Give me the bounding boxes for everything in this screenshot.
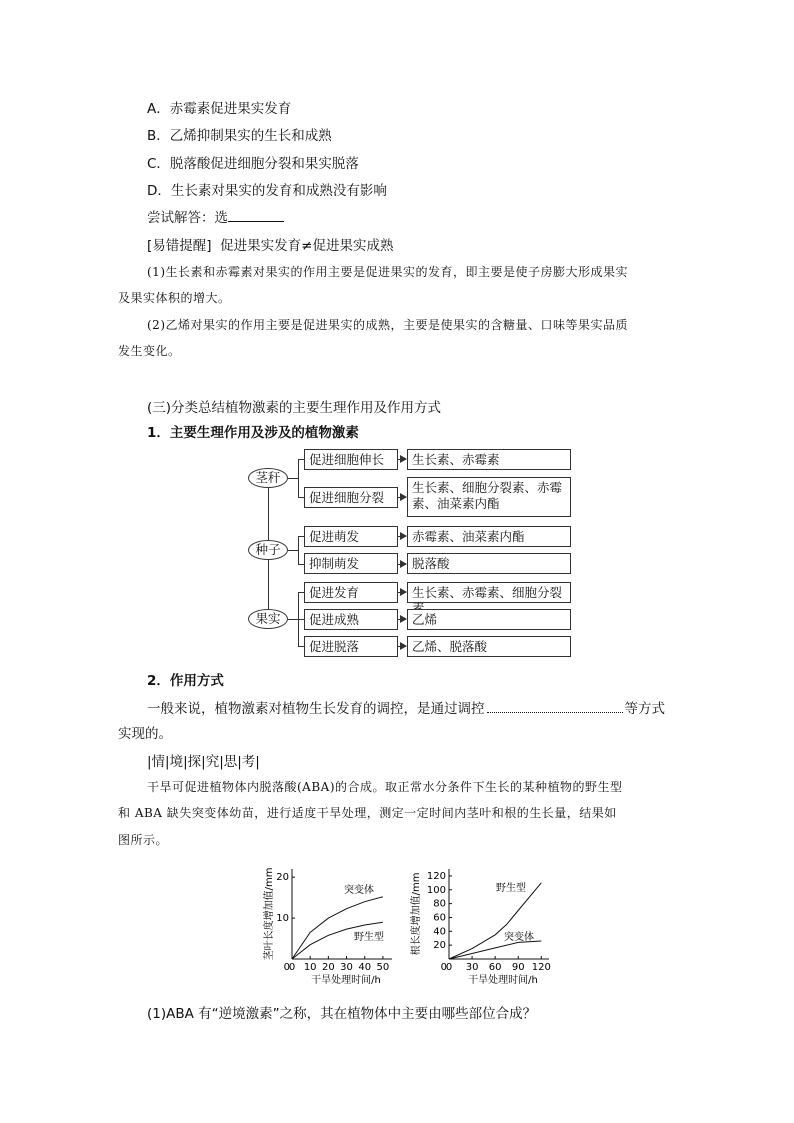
subsection-1-title: 1．主要生理作用及涉及的植物激素 [147,425,359,441]
y-axis-label: 茎叶长度增加值/mm [264,867,275,961]
section-title: (三)分类总结植物激素的主要生理作用及作用方式 [147,400,442,416]
arrow-icon [400,493,407,501]
method-text-a: 一般来说，植物激素对植物生长发育的调控，是通过调控 [147,701,485,717]
x-tick-label: 30 [465,962,479,973]
effect-box: 促进细胞伸长 [304,449,398,470]
tip-paragraph-1-line-2: 及果实体积的增大。 [118,291,231,305]
scenario-line-2: 和 ABA 缺失突变体幼苗，进行适度干旱处理，测定一定时间内茎叶和根的生长量，结果如 [118,806,617,820]
option-a: A．赤霉素促进果实发育 [147,101,292,117]
x-tick-label: 10 [303,962,317,973]
connector [288,550,298,551]
arrow-icon [400,642,407,650]
root-growth-chart [408,855,558,993]
group-stem: 茎秆 [248,468,288,488]
y-tick-label: 100 [426,884,446,896]
connector [288,619,298,620]
arrow-icon [400,615,407,623]
x-tick-label: 90 [511,962,525,973]
x-tick-label: 60 [488,962,502,973]
series-label: 野生型 [354,932,384,943]
connector [298,459,299,497]
x-tick-label: 120 [531,962,551,973]
x-tick-label: 30 [340,962,353,973]
origin-label: 0 [283,962,290,973]
tip-paragraph-2-line-2: 发生变化。 [118,344,181,358]
hormone-box [407,477,571,517]
method-text-b: 等方式 [624,701,665,717]
error-tip [147,234,393,254]
method-line-2: 实现的。 [118,726,172,742]
answer-prompt [147,206,284,226]
x-axis-label: 干旱处理时间/h [311,975,381,986]
group-seed: 种子 [248,540,288,560]
connector [288,478,298,479]
series-line-0 [292,897,383,959]
x-axis-label: 干旱处理时间/h [468,975,538,986]
method-blank[interactable] [487,700,623,713]
effect-box: 抑制萌发 [304,553,398,574]
scenario-line-3: 图所示。 [118,833,169,847]
hormone-box-line-2: 素、油菜素内酯 [412,496,500,511]
hormone-diagram [248,444,578,660]
answer-prompt-label: 尝试解答：选 [147,210,228,226]
hormone-box: 生长素、赤霉素、细胞分裂 [407,582,571,603]
hormone-box: 脱落酸 [407,553,571,574]
x-tick-label: 40 [358,962,372,973]
group-fruit: 果实 [248,609,288,629]
x-tick-label: 50 [376,962,390,973]
hormone-box: 生长素、赤霉素 [407,449,571,470]
subsection-2-title: 2．作用方式 [147,673,224,689]
effect-box: 促进发育 [304,582,398,603]
answer-blank[interactable] [228,209,284,222]
arrow-icon [400,588,407,596]
tip-paragraph-2-line-1: (2)乙烯对果实的作用主要是促进果实的成熟，主要是使果实的含糖量、口味等果实品质 [147,318,629,332]
y-tick-label: 40 [433,926,446,938]
series-label: 突变体 [344,885,374,896]
y-tick-label: 20 [433,940,446,952]
option-c: C．脱落酸促进细胞分裂和果实脱落 [147,156,359,172]
effect-box: 促进萌发 [304,526,398,547]
x-tick-label: 0 [445,962,453,973]
y-tick-label: 20 [276,872,289,884]
effect-box: 促进成熟 [304,609,398,630]
effect-box: 促进脱落 [304,636,398,657]
origin-label: 0 [440,962,447,973]
connector [298,536,299,564]
y-tick-label: 80 [433,898,446,910]
x-tick-label: 0 [288,962,296,973]
hormone-box: 赤霉素、油菜素内酯 [407,526,571,547]
connector [268,488,269,540]
question-1: (1)ABA 有“逆境激素”之称，其在植物体中主要由哪些部位合成？ [147,1006,537,1022]
y-axis-label: 根长度增加值/mm [411,872,422,956]
error-tip-text: 促进果实发育≠促进果实成熟 [220,238,394,254]
series-label: 突变体 [504,932,534,943]
hormone-box: 乙烯、脱落酸 [407,636,571,657]
method-line-1 [147,697,665,717]
y-tick-label: 60 [433,912,446,924]
error-tip-label: [易错提醒] [147,238,212,254]
arrow-icon [400,560,407,568]
hormone-box-line-1: 生长素、细胞分裂素、赤霉 [412,480,563,495]
x-tick-label: 20 [321,962,335,973]
y-tick-label: 10 [276,913,289,925]
hormone-box: 乙烯 [407,609,571,630]
tip-paragraph-1-line-1: (1)生长素和赤霉素对果实的作用主要是促进果实的发育，即主要是使子房膨大形成果实 [147,265,629,279]
effect-box: 促进细胞分裂 [304,487,398,508]
option-d: D．生长素对果实的发育和成熟没有影响 [147,183,387,199]
stem-leaf-growth-chart [262,855,402,993]
scenario-label: |情|境|探|究|思|考| [147,754,260,770]
series-label: 野生型 [496,883,526,894]
y-tick-label: 120 [426,870,446,882]
scenario-line-1: 干旱可促进植物体内脱落酸(ABA)的合成。取正常水分条件下生长的某种植物的野生型 [147,780,623,794]
connector [268,560,269,609]
arrow-icon [400,455,407,463]
arrow-icon [400,532,407,540]
option-b: B．乙烯抑制果实的生长和成熟 [147,128,332,144]
